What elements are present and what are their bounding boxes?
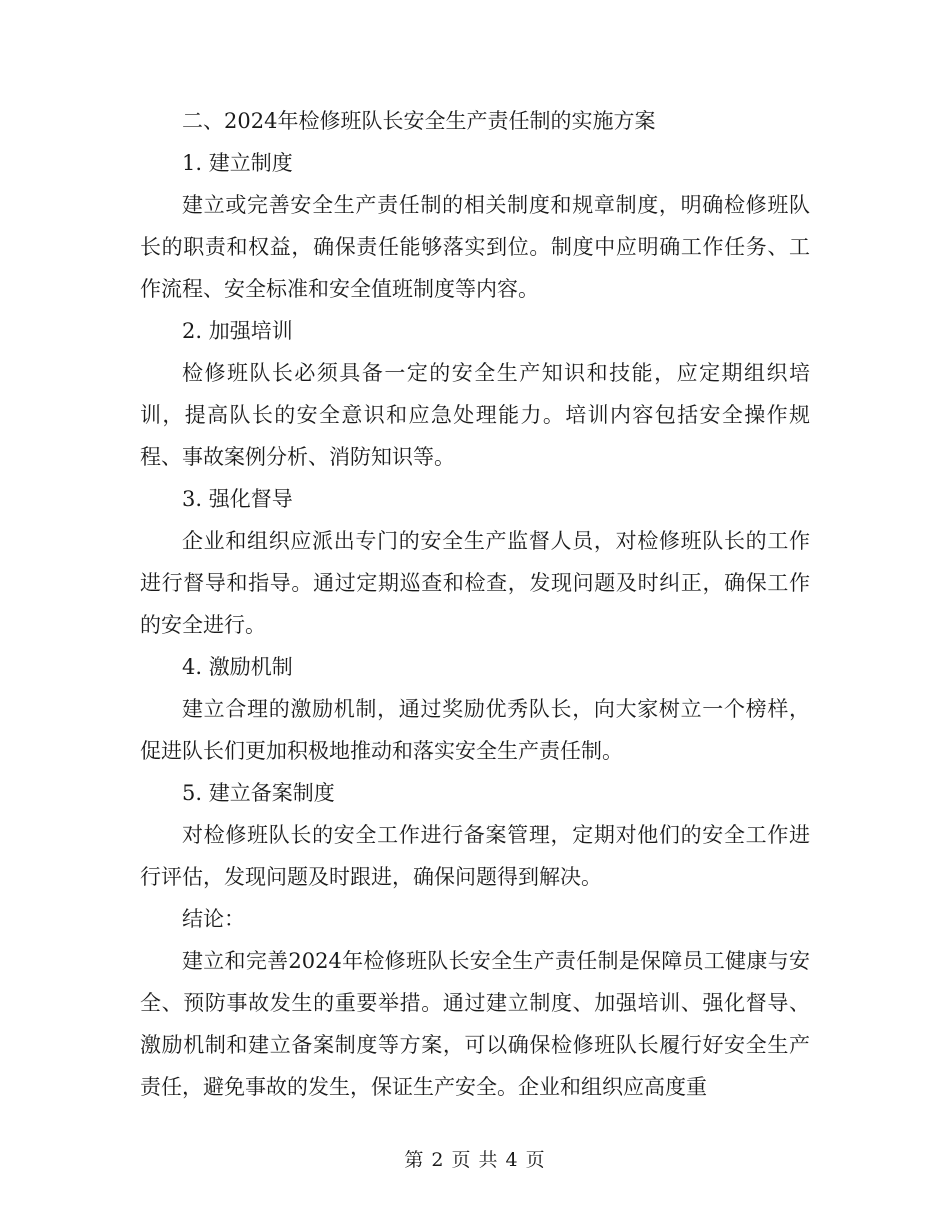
paragraph-4: 建立合理的激励机制，通过奖励优秀队长，向大家树立一个榜样，促进队长们更加积极地推动和落实安全生产责任制。	[140, 697, 810, 763]
subheading-4: 4. 激励机制	[182, 655, 293, 679]
document-body	[140, 100, 810, 1108]
paragraph-3: 企业和组织应派出专门的安全生产监督人员，对检修班队长的工作进行督导和指导。通过定期巡查和检查，发现问题及时纠正，确保工作的安全进行。	[140, 529, 810, 637]
conclusion-paragraph: 建立和完善2024年检修班队长安全生产责任制是保障员工健康与安全、预防事故发生的重要举措。通过建立制度、加强培训、强化督导、激励机制和建立备案制度等方案，可以确保检修班队长履行好安全生产责任，避免事故的发生，保证生产安全。企业和组织应高度重	[140, 949, 810, 1099]
paragraph-2: 检修班队长必须具备一定的安全生产知识和技能，应定期组织培训，提高队长的安全意识和应急处理能力。培训内容包括安全操作规程、事故案例分析、消防知识等。	[140, 361, 810, 469]
subheading-5: 5. 建立备案制度	[182, 781, 335, 805]
paragraph-1: 建立或完善安全生产责任制的相关制度和规章制度，明确检修班队长的职责和权益，确保责任能够落实到位。制度中应明确工作任务、工作流程、安全标准和安全值班制度等内容。	[140, 193, 810, 301]
subheading-2: 2. 加强培训	[182, 319, 293, 343]
subheading-3: 3. 强化督导	[182, 487, 293, 511]
page-footer: 第 2 页 共 4 页	[404, 1149, 546, 1171]
conclusion-heading: 结论：	[182, 907, 245, 931]
section-heading: 二、2024年检修班队长安全生产责任制的实施方案	[182, 109, 656, 133]
subheading-1: 1. 建立制度	[182, 151, 293, 175]
paragraph-5: 对检修班队长的安全工作进行备案管理，定期对他们的安全工作进行评估，发现问题及时跟进，确保问题得到解决。	[140, 823, 810, 889]
